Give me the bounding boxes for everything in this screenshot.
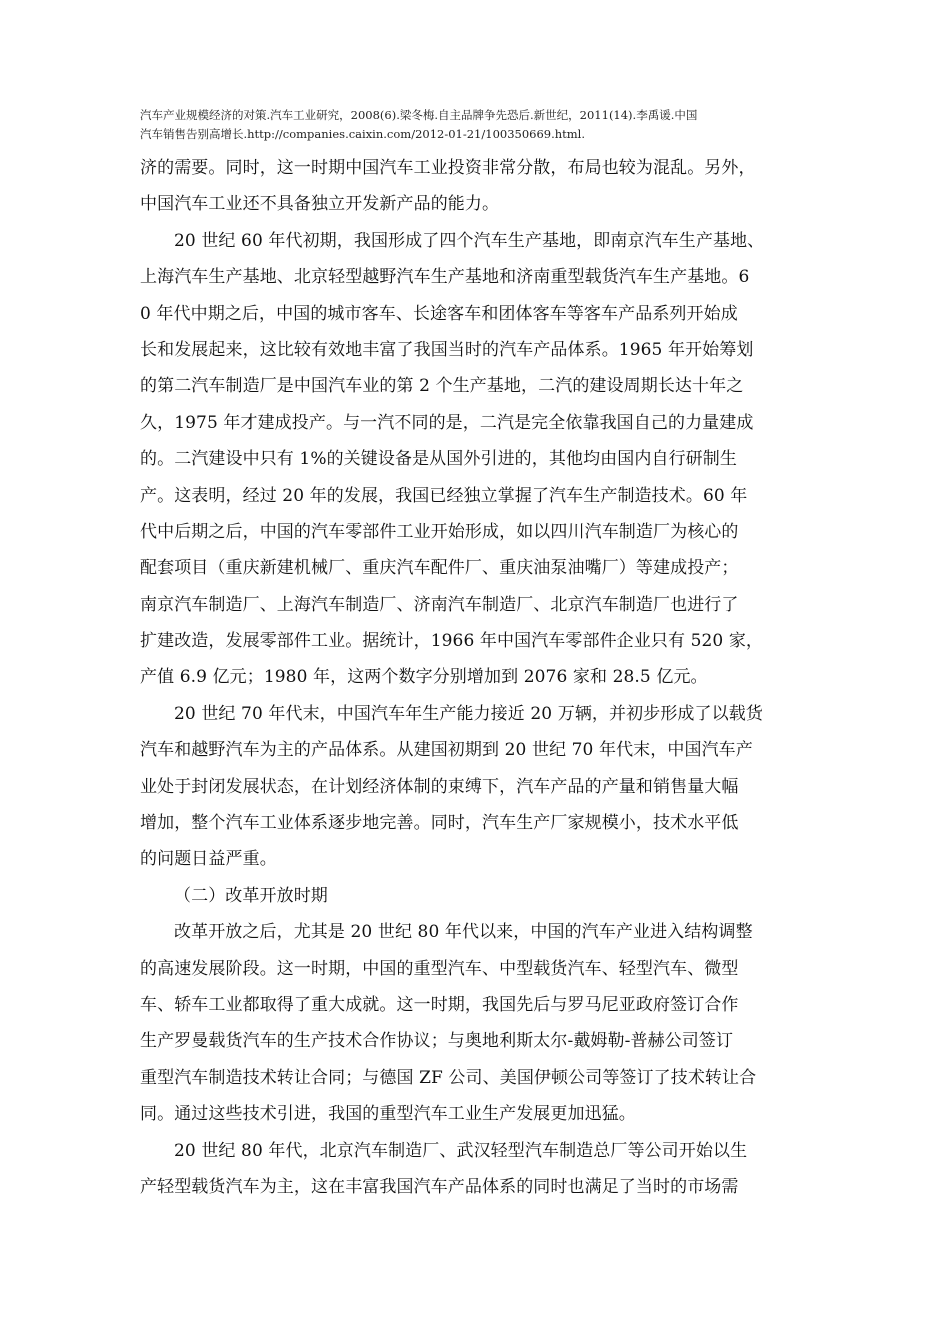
body-text [140, 150, 822, 1205]
paragraph-line: 久，1975 年才建成投产。与一汽不同的是，二汽是完全依靠我国自己的力量建成 [140, 412, 754, 433]
paragraph-line: 上海汽车生产基地、北京轻型越野汽车生产基地和济南重型载货汽车生产基地。6 [140, 267, 750, 288]
paragraph-line: 中国汽车工业还不具备独立开发新产品的能力。 [140, 194, 500, 215]
paragraph-line: 的问题日益严重。 [140, 849, 277, 870]
paragraph-line: 重型汽车制造技术转让合同；与德国 ZF 公司、美国伊顿公司等签订了技术转让合 [140, 1067, 757, 1088]
paragraph-line: 南京汽车制造厂、上海汽车制造厂、济南汽车制造厂、北京汽车制造厂也进行了 [140, 594, 739, 615]
paragraph-line: 的第二汽车制造厂是中国汽车业的第 2 个生产基地，二汽的建设周期长达十年之 [140, 376, 744, 397]
section-heading: （二）改革开放时期 [174, 885, 328, 906]
paragraph-line: 20 世纪 80 年代，北京汽车制造厂、武汉轻型汽车制造总厂等公司开始以生 [174, 1140, 748, 1161]
paragraph-line: 长和发展起来，这比较有效地丰富了我国当时的汽车产品体系。1965 年开始筹划 [140, 339, 754, 360]
paragraph-line: 配套项目（重庆新建机械厂、重庆汽车配件厂、重庆油泵油嘴厂）等建成投产； [140, 558, 739, 579]
paragraph-line: 同。通过这些技术引进，我国的重型汽车工业生产发展更加迅猛。 [140, 1104, 636, 1125]
paragraph-line: 业处于封闭发展状态，在计划经济体制的束缚下，汽车产品的产量和销售量大幅 [140, 776, 739, 797]
paragraph-line: 产轻型载货汽车为主，这在丰富我国汽车产品体系的同时也满足了当时的市场需 [140, 1176, 739, 1197]
paragraph-line: 的高速发展阶段。这一时期，中国的重型汽车、中型载货汽车、轻型汽车、微型 [140, 958, 739, 979]
paragraph-line: 扩建改造，发展零部件工业。据统计，1966 年中国汽车零部件企业只有 520 家， [140, 631, 764, 652]
paragraph-line: 产值 6.9 亿元；1980 年，这两个数字分别增加到 2076 家和 28.5 亿元。 [140, 667, 708, 688]
paragraph-line: 生产罗曼载货汽车的生产技术合作协议；与奥地利斯太尔-戴姆勒-普赫公司签订 [140, 1031, 734, 1052]
reference-notes [140, 106, 822, 144]
paragraph-line: 济的需要。同时，这一时期中国汽车工业投资非常分散，布局也较为混乱。另外， [140, 158, 756, 178]
paragraph-line: 代中后期之后，中国的汽车零部件工业开始形成，如以四川汽车制造厂为核心的 [140, 521, 739, 542]
paragraph-line: 车、轿车工业都取得了重大成就。这一时期，我国先后与罗马尼亚政府签订合作 [140, 994, 739, 1015]
paragraph-line: 改革开放之后，尤其是 20 世纪 80 年代以来，中国的汽车产业进入结构调整 [174, 922, 753, 943]
paragraph-line: 20 世纪 60 年代初期，我国形成了四个汽车生产基地，即南京汽车生产基地、 [174, 230, 765, 251]
reference-line: 汽车产业规模经济的对策.汽车工业研究，2008(6).梁冬梅.自主品牌争先恐后.新世纪，2011(14).李禹谖.中国 [140, 108, 698, 122]
reference-line: 汽车销售告别高增长.http://companies.caixin.com/2012-01-21/100350669.html. [140, 127, 586, 141]
paragraph-line: 增加，整个汽车工业体系逐步地完善。同时，汽车生产厂家规模小，技术水平低 [140, 813, 739, 834]
paragraph-line: 的。二汽建设中只有 1%的关键设备是从国外引进的，其他均由国内自行研制生 [140, 449, 737, 470]
paragraph-line: 20 世纪 70 年代末，中国汽车年生产能力接近 20 万辆，并初步形成了以载货 [174, 703, 763, 724]
paragraph-line: 0 年代中期之后，中国的城市客车、长途客车和团体客车等客车产品系列开始成 [140, 303, 738, 324]
paragraph-line: 汽车和越野汽车为主的产品体系。从建国初期到 20 世纪 70 年代末，中国汽车产 [140, 740, 753, 761]
paragraph-line: 产。这表明，经过 20 年的发展，我国已经独立掌握了汽车生产制造技术。60 年 [140, 485, 748, 506]
